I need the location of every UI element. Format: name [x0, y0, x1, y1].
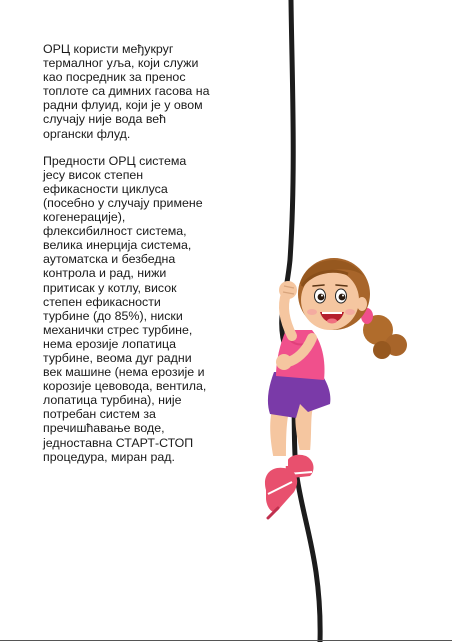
ponytail	[361, 308, 407, 359]
upper-arm	[284, 294, 292, 336]
paragraph-advantages: Предности ОРЦ система јесу висок степен ефикасности циклуса (посебно у случају примене когенерације), флексибилност система, велика инерција система, аутоматска и безбедна контрола и рад, нижи притисак у котлу, висок степен ефикасности турбине (до 85%), ниски механички стрес турбине, нема ерозије лопатица турбине, веома дуг радни век машине (нема ерозије и корозије цевовода, вентила, лопатица турбина), није потребан систем за пречишћавање воде, једноставна СТАРТ-СТОП процедура, миран рад.	[43, 153, 207, 464]
upper-hand	[279, 281, 297, 299]
head	[298, 258, 370, 330]
page-bottom-border	[0, 640, 452, 641]
lower-hand	[276, 354, 292, 370]
paragraph-intro: ОРЦ користи међукруг термалног уља, који служи као посредник за пренос топлоте са димних гасова на радни флуид, који је у овом случају није вода већ органски флуд.	[43, 42, 210, 141]
